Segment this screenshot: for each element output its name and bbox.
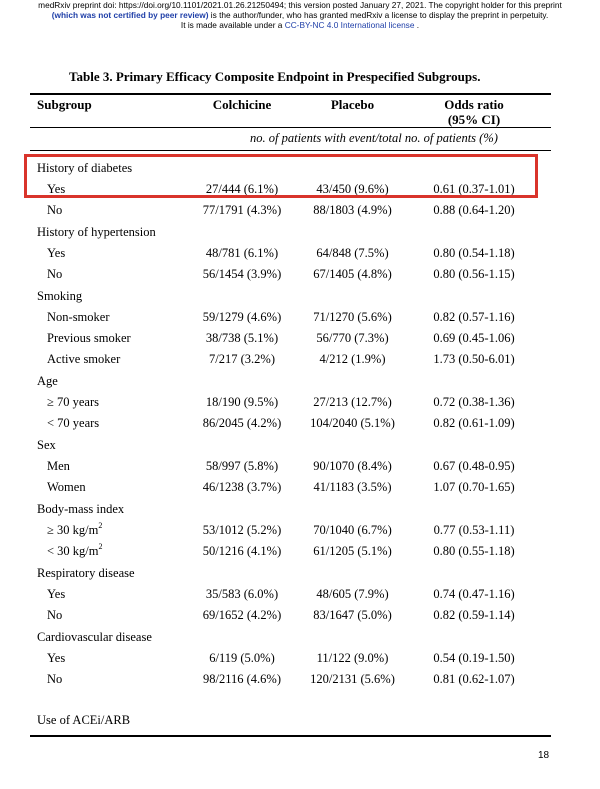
row-label: Previous smoker [47, 331, 131, 345]
table-row [0, 459, 600, 479]
row-label: Women [47, 480, 86, 494]
header-rule [30, 127, 551, 128]
placebo-cell: 43/450 (9.6%) [316, 182, 389, 196]
row-label: Yes [47, 651, 66, 665]
row-label: Yes [47, 182, 66, 196]
subgroup-heading-row [0, 225, 600, 245]
table-row [0, 246, 600, 266]
header-colchicine: Colchicine [212, 97, 272, 112]
odds-ratio-cell: 0.80 (0.56-1.15) [433, 267, 515, 281]
colchicine-cell: 35/583 (6.0%) [205, 587, 279, 601]
colchicine-cell: 27/444 (6.1%) [205, 182, 279, 196]
banner-line-3 [0, 20, 600, 30]
subgroup-heading-row [0, 289, 600, 309]
odds-ratio-cell: 1.73 (0.50-6.01) [433, 352, 515, 366]
odds-ratio-cell: 0.80 (0.55-1.18) [433, 544, 515, 558]
row-label: < 30 $kg/m^2$ [47, 542, 103, 558]
table-row [0, 310, 600, 330]
table-row [0, 587, 600, 607]
header-ci: (95% CI) [447, 112, 501, 127]
placebo-cell: 88/1803 (4.9%) [313, 203, 392, 217]
table-row [0, 523, 600, 543]
header-placebo: Placebo [330, 97, 375, 112]
row-label: No [47, 267, 63, 281]
row-label: Smoking [37, 289, 83, 303]
subgroup-heading-row [0, 630, 600, 650]
placebo-cell: 48/605 (7.9%) [316, 587, 389, 601]
colchicine-cell: 38/738 (5.1%) [205, 331, 279, 345]
row-label: Respiratory disease [37, 566, 135, 580]
placebo-cell: 83/1647 (5.0%) [313, 608, 392, 622]
table-row [0, 267, 600, 287]
row-label: No [47, 203, 63, 217]
odds-ratio-cell: 0.81 (0.62-1.07) [433, 672, 515, 686]
odds-ratio-cell: 0.69 (0.45-1.06) [433, 331, 515, 345]
colchicine-cell: 6/119 (5.0%) [209, 651, 275, 665]
row-label: History of hypertension [37, 225, 156, 239]
preprint-banner [0, 0, 600, 30]
row-label: Non-smoker [47, 310, 110, 324]
placebo-cell: 4/212 (1.9%) [319, 352, 386, 366]
odds-ratio-cell: 0.72 (0.38-1.36) [433, 395, 515, 409]
placebo-cell: 11/122 (9.0%) [316, 651, 389, 665]
placebo-cell: 64/848 (7.5%) [316, 246, 389, 260]
diabetes-highlight-box [24, 154, 538, 198]
subgroup-heading-row [0, 374, 600, 394]
subheader-rule [30, 150, 551, 151]
row-label: Age [37, 374, 58, 388]
subheader-units: no. of patients with event/total no. of patients (%) [250, 131, 498, 145]
colchicine-cell: 98/2116 (4.6%) [203, 672, 281, 686]
banner-line-3-end: . [414, 20, 420, 30]
placebo-cell: 41/1183 (3.5%) [313, 480, 392, 494]
table-title: Table 3. Primary Efficacy Composite Endpoint in Prespecified Subgroups. [69, 69, 481, 84]
table-row [0, 395, 600, 415]
placebo-cell: 56/770 (7.3%) [316, 331, 389, 345]
colchicine-cell: 7/217 (3.2%) [209, 352, 275, 366]
colchicine-cell: 56/1454 (3.9%) [202, 267, 282, 281]
odds-ratio-cell: 0.74 (0.47-1.16) [433, 587, 515, 601]
odds-ratio-cell: 1.07 (0.70-1.65) [433, 480, 515, 494]
row-label: Sex [37, 438, 56, 452]
colchicine-cell: 53/1012 (5.2%) [202, 523, 282, 537]
colchicine-cell: 58/997 (5.8%) [205, 459, 279, 473]
bmi-superscript: 2 [98, 542, 103, 551]
colchicine-cell: 69/1652 (4.2%) [202, 608, 282, 622]
bmi-superscript: 2 [98, 521, 103, 530]
table-row [0, 651, 600, 671]
table-row [0, 672, 600, 692]
subgroup-heading-row [0, 438, 600, 458]
odds-ratio-cell: 0.80 (0.54-1.18) [433, 246, 515, 260]
placebo-cell: 120/2131 (5.6%) [310, 672, 395, 686]
table-row [0, 480, 600, 500]
row-label: Yes [47, 587, 66, 601]
banner-line-1: medRxiv preprint doi: https://doi.org/10.1101/2021.01.26.21250494; this version posted January 27, 2021. The copyright holder for this preprint [38, 0, 562, 10]
row-label: Men [47, 459, 70, 473]
table-row [0, 203, 600, 223]
placebo-cell: 61/1205 (5.1%) [313, 544, 392, 558]
odds-ratio-cell: 0.82 (0.57-1.16) [433, 310, 515, 324]
row-label: ≥ 70 years [47, 395, 99, 409]
placebo-cell: 67/1405 (4.8%) [313, 267, 392, 281]
odds-ratio-cell: 0.88 (0.64-1.20) [433, 203, 515, 217]
row-label: Body-mass index [37, 502, 125, 516]
table-row [0, 608, 600, 628]
row-label: < 70 years [47, 416, 100, 430]
odds-ratio-cell: 0.82 (0.59-1.14) [433, 608, 515, 622]
subgroup-heading-row [0, 713, 600, 733]
odds-ratio-cell: 0.54 (0.19-1.50) [433, 651, 515, 665]
placebo-cell: 70/1040 (6.7%) [313, 523, 392, 537]
banner-line-3-text: It is made available under a [180, 20, 285, 30]
colchicine-cell: 77/1791 (4.3%) [202, 203, 282, 217]
row-label: History of diabetes [37, 161, 133, 175]
odds-ratio-cell: 0.77 (0.53-1.11) [433, 523, 515, 537]
table-row [0, 352, 600, 372]
row-label: Yes [47, 246, 66, 260]
odds-ratio-cell: 0.61 (0.37-1.01) [433, 182, 515, 196]
subgroup-heading-row [0, 502, 600, 522]
row-label: No [47, 608, 63, 622]
header-odds-ratio: Odds ratio [444, 97, 504, 112]
colchicine-cell: 48/781 (6.1%) [205, 246, 279, 260]
placebo-cell: 90/1070 (8.4%) [313, 459, 392, 473]
colchicine-cell: 50/1216 (4.1%) [202, 544, 282, 558]
header-subgroup: Subgroup [37, 97, 92, 112]
placebo-cell: 71/1270 (5.6%) [313, 310, 392, 324]
row-label: Cardiovascular disease [37, 630, 152, 644]
row-label: Active smoker [47, 352, 121, 366]
table-top-rule [30, 93, 551, 95]
table-bottom-rule [30, 735, 551, 737]
banner-peer-review-note: (which was not certified by peer review) [51, 10, 209, 20]
table-row [0, 544, 600, 564]
row-label: Use of ACEi/ARB [37, 713, 131, 727]
colchicine-cell: 86/2045 (4.2%) [202, 416, 282, 430]
license-link[interactable]: CC-BY-NC 4.0 International license [284, 20, 415, 30]
colchicine-cell: 18/190 (9.5%) [205, 395, 279, 409]
odds-ratio-cell: 0.82 (0.61-1.09) [433, 416, 515, 430]
table-row [0, 416, 600, 436]
placebo-cell: 104/2040 (5.1%) [310, 416, 395, 430]
row-label: No [47, 672, 63, 686]
subgroup-heading-row [0, 566, 600, 586]
colchicine-cell: 59/1279 (4.6%) [202, 310, 282, 324]
placebo-cell: 27/213 (12.7%) [313, 395, 392, 409]
banner-line-2 [0, 10, 600, 20]
odds-ratio-cell: 0.67 (0.48-0.95) [433, 459, 515, 473]
table-row [0, 331, 600, 351]
colchicine-cell: 46/1238 (3.7%) [202, 480, 282, 494]
page-number: 18 [538, 750, 550, 761]
banner-line-2-text: is the author/funder, who has granted medRxiv a license to display the preprint in perpetuity. [208, 10, 549, 20]
row-label: ≥ 30 $kg/m^2$ [47, 521, 103, 537]
